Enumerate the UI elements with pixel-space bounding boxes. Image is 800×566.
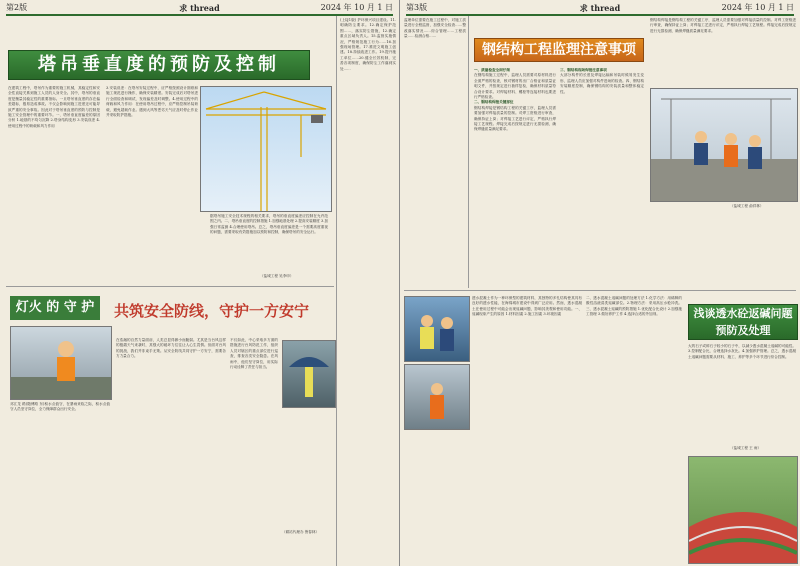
steel-section1-text: 在钢结构施工过程中，监理人员需要对原材料进行全面严格的检查，核对钢材的出厂合格证和质量证明文件，并按规定进行抽样复检，确保材料质量符合设计要求。对焊接材料、螺栓等连接材料也要进行严格检查。 — [474, 73, 556, 100]
worker-group-illustration — [405, 297, 469, 361]
guard-photo — [10, 326, 112, 400]
worker-silhouette — [405, 365, 469, 429]
section-divider — [404, 290, 796, 291]
steel-section3-text: 大部分构件的长度及焊接运输和吊装时候易发生变形，监理人员应加强对构件进场的检查。四、钢结构安装精度控制，确保钢结构的安装质量和整体稳定性。 — [560, 73, 644, 94]
crane-article-author: （盐城工程 吴李申） — [260, 274, 294, 278]
safety-article-col2: 在浩瀚的自然力量面前，人类总显得渺小而脆弱。尤其是当台风这样的极端天气来袭时，其强大的破坏力往往让人心生畏惧。但面对台风的挑战，我们并非束手无策。从安全防线共同守护一方安宁，需要各方力量合力。 — [116, 338, 226, 359]
pavement-photo — [688, 456, 798, 564]
waterproof-article-author: （盐城工程 王 雨） — [730, 446, 762, 450]
steel-section2-text: 钢结构焊接是钢结构工程的关键工序，监理人员需要加强对焊接质量的控制。对焊工资格进行审查，确保持证上岗；对焊接工艺进行评定，严格执行焊接工艺规程。焊接完成后按规定进行无损检测，确保焊缝质量满足要求。 — [474, 105, 556, 132]
crane-article-col2: 3.安装误差：在塔吊安装过程中，应严格按照设计图纸和施工规范进行操作，确保安装精度。安装完成后对塔吊进行全面检查和调试，发现偏差及时调整。4.使用过程中的荷载和风力作用：在使用塔吊过程中，应严格控制吊装荷载，避免超载作业。遇到大风等恶劣天气应及时停止作业并采取防护措施。 — [106, 86, 198, 118]
page-number: 第2版 — [6, 3, 28, 12]
tower-crane-illustration — [201, 87, 331, 211]
crane-article-col3: 据塔吊施工安全技术规程的相关要求，塔吊的垂直度偏差应控制在允许范围之内。二、塔吊垂直度的控制措施 1.加强地基处理 2.提高安装精度 3.加强日常监测 4.合理使用塔吊。总之，塔吊垂直度偏差是一个需要高度重视的问题，需要采取有效措施加以预防和控制，确保塔吊的安全运行。 — [210, 214, 328, 235]
waterproof-photo-2 — [404, 364, 470, 430]
steel-title: 钢结构工程监理注意事项 — [482, 42, 636, 58]
guardian-tag-label: 灯火 的 守 护 — [15, 300, 95, 315]
section-divider — [6, 286, 334, 287]
column-divider — [336, 16, 337, 566]
waterproof-title: 浅谈透水砼返碱问题预防及处理 — [693, 307, 793, 337]
left-header — [6, 2, 393, 16]
steel-title-banner — [474, 38, 644, 62]
steel-section1-head: 一、质量检查全面仔细 — [474, 68, 510, 72]
steel-photo — [650, 88, 798, 202]
left-narrow-column: (上接1版) 护环保兴项目建设。11.明确防尘要求。12.确定保护范围……，落实防尘措施，12.确定重点区域负责人。15.监督实施情况，严格规范施工行为……16.加强现场管理。17.推进文明施工创建。18.持续改进工作。19.提升施工单位……20.健全长效机制，完善各项制度，确保防尘工作落到实处…… — [340, 18, 396, 71]
crane-photo — [200, 86, 332, 212]
waterproof-article-col1: 透水混凝土作为一种环保型的建筑材料，其独特的多孔结构使其具有良好的透水性能，在海绵城市建设中得到广泛应用。然而，透水混凝土在使用过程中可能会出现返碱问题，影响其美观和使用功能。一、返碱现象产生的原因 1.材料因素 2.施工因素 3.环境因素 — [472, 296, 582, 317]
issue-date: 2024 年 10 月 1 日 — [721, 3, 794, 12]
worker-silhouette — [11, 327, 111, 399]
crane-title-banner — [8, 50, 310, 80]
site-inspection-illustration — [651, 89, 797, 201]
steel-article-author: （盐城工程 俞祥林） — [730, 204, 764, 208]
right-header — [406, 2, 794, 16]
guardian-tag — [10, 296, 100, 320]
safety-headline — [114, 300, 334, 321]
steel-article-col2 — [560, 68, 644, 288]
crane-title: 塔吊垂直度的预防及控制 — [38, 54, 280, 75]
umbrella-figure — [283, 341, 335, 407]
safety-article-col3: 不仅如此，中心采取多方面的措施进行台风防范工作，组织人员对辖区的重点部位进行巡查，排查各类安全隐患。在风雨中，他们坚守岗位，用实际行动诠释了责任与担当。 — [230, 338, 278, 370]
issue-date: 2024 年 10 月 1 日 — [320, 3, 393, 12]
safety-article-author: （耕祐代理办 鲁春林） — [282, 530, 320, 534]
column-divider — [468, 16, 469, 288]
page-number: 第3版 — [406, 3, 428, 12]
right-page — [400, 0, 800, 566]
waterproof-article-col3: 大的石子或碎石子较小的石子中，以减少透水混凝土返碱的可能性。3.控制配合比，合理选择水灰比。4.加强养护管理。总之，透水混凝土返碱问题需要从材料、施工、养护等多个环节进行综合控制。 — [688, 344, 796, 359]
waterproof-photo-1 — [404, 296, 470, 362]
steel-article-col3 — [650, 18, 796, 84]
steel-section3-extra: 钢结构焊接是钢结构工程的关键工序，监理人员需要加强对焊接质量的控制。对焊工资格进行审查，确保持证上岗；对焊接工艺进行评定，严格执行焊接工艺规程。焊接完成后按规定进行无损检测，确保焊缝质量满足要求。 — [650, 18, 796, 33]
paper-name: 求 thread — [179, 3, 220, 13]
safety-article-col1: 邓江龙 路(随博路 东)积水点值守，在暴雨来临之际，积水点值守人员坚守岗位，全力保障群众出行安全。 — [10, 402, 110, 412]
paper-name: 求 thread — [579, 3, 621, 13]
waterproof-article-col2: 二、透水混凝土返碱问题的处理方法 1.化学方法：用稀释的酸性溶液清洗返碱部位。2.物理方法：采用高压水枪冲洗。三、透水混凝土返碱的预防措施 1.优化配合比设计 2.加强施工管理 3.做好养护工作 4.选择合适的外加剂。 — [586, 296, 682, 317]
steel-section2-head: 二、钢结构焊接关键部位 — [474, 100, 514, 105]
right-narrow-column: 监理单位需要在施工过程中，对施工质量进行全程监督，加强安全检查……整改落实情况……综合管理……工程质量……检测合格…… — [404, 18, 466, 39]
steel-article-col1 — [474, 68, 556, 288]
safety-headline-text: 共筑安全防线，守护一方安宁 — [114, 302, 310, 320]
permeable-pavement-illustration — [689, 457, 797, 563]
steel-section3-head: 三、钢结构现场焊接注意事项 — [560, 68, 607, 72]
crane-article-col1: 在建筑工程中，塔吊作为重要的施工机械，其稳定性和安全性直接关系到施工人员的人身安全。其中，塔吊的垂直度是衡量其稳定性的重要指标。一旦塔吊垂直度的存在偏差超标，极易造成事故。不仅会影响到施工进度还可能导致严重的安全事故。因此对于塔吊垂直度的预防与控制是施工安全管理中的重要环节。一、塔吊垂直度偏差的原因分析 1.地基的不均匀沉降 2.塔身结构变形 3.安装误差 4.使用过程中的荷载和风力作用 — [8, 86, 100, 128]
rain-photo — [282, 340, 336, 408]
waterproof-title-banner — [688, 304, 798, 340]
